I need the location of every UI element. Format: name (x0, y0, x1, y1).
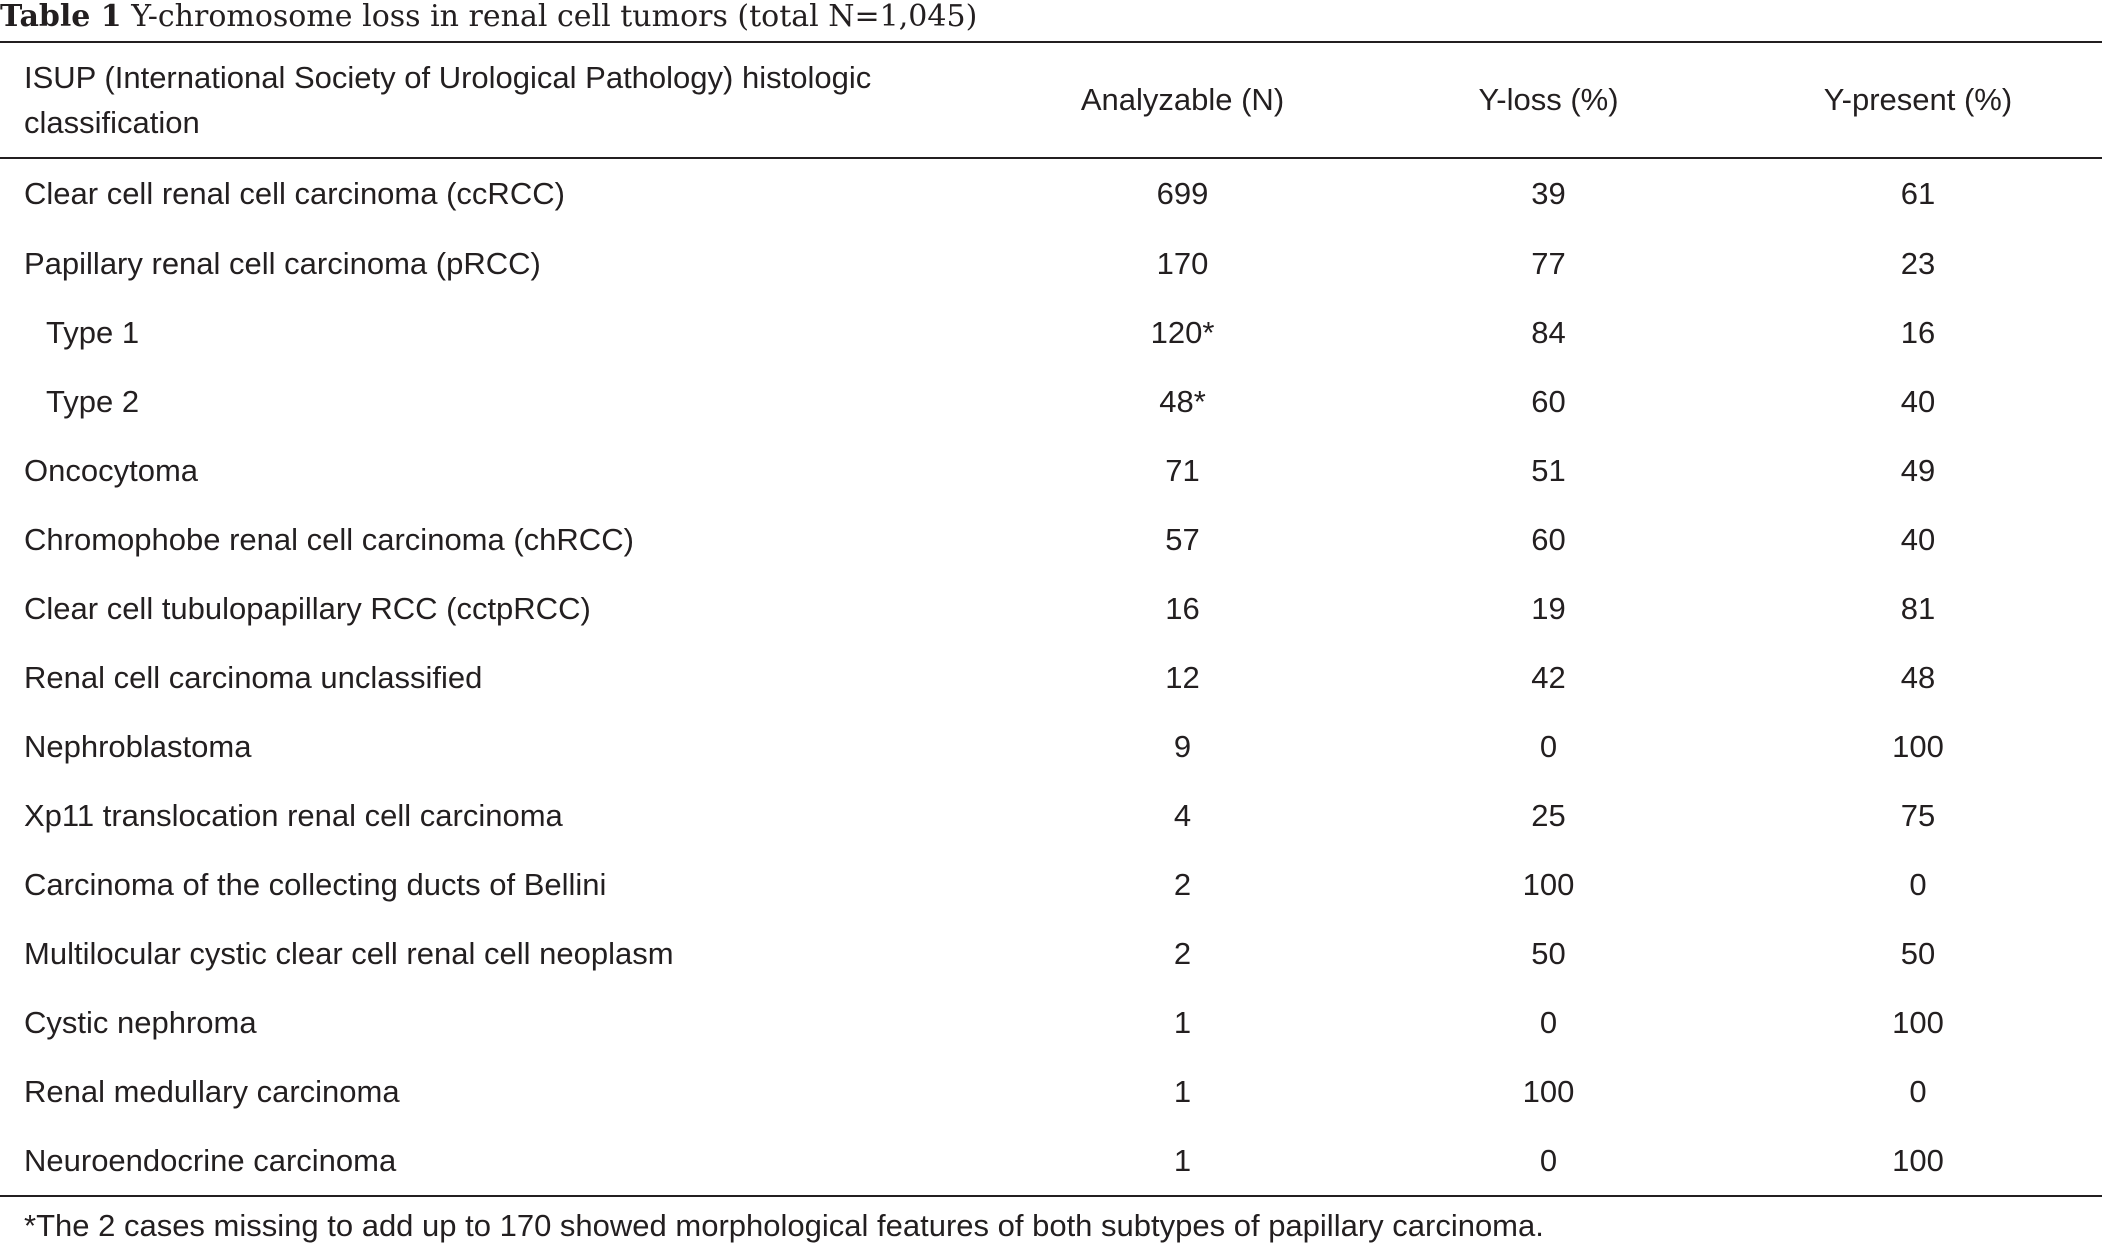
row-y-loss: 77 (1531, 245, 1566, 281)
table-row (0, 436, 2102, 505)
row-y-loss: 60 (1531, 383, 1566, 419)
row-classification: Neuroendocrine carcinoma (24, 1142, 397, 1178)
row-y-loss: 51 (1531, 452, 1566, 488)
table-container (0, 41, 2102, 1255)
row-analyzable: 4 (1173, 797, 1192, 833)
table-row (0, 229, 2102, 298)
row-y-loss: 0 (1539, 1004, 1558, 1040)
row-analyzable: 48* (1159, 383, 1206, 419)
table-row (0, 781, 2102, 850)
row-analyzable: 9 (1173, 728, 1192, 764)
row-y-present: 100 (1892, 1004, 1944, 1040)
row-y-present: 40 (1900, 521, 1936, 557)
row-y-loss: 100 (1522, 866, 1575, 902)
row-analyzable: 12 (1165, 659, 1200, 695)
row-y-loss: 0 (1539, 1142, 1558, 1178)
row-analyzable: 699 (1156, 176, 1209, 211)
table-body (0, 159, 2102, 1195)
row-classification: Carcinoma of the collecting ducts of Bellini (24, 866, 607, 902)
row-classification: Multilocular cystic clear cell renal cell neoplasm (24, 935, 674, 971)
table-number: Table 1 (0, 0, 122, 34)
table-row (0, 298, 2102, 367)
table-footnote: *The 2 cases missing to add up to 170 showed morphological features of both subtypes of papillary carcinoma. (24, 1208, 1544, 1243)
table-row (0, 505, 2102, 574)
row-analyzable: 16 (1165, 590, 1200, 626)
table-caption (0, 0, 977, 40)
row-y-present: 49 (1900, 452, 1936, 488)
row-y-loss: 39 (1531, 176, 1566, 211)
row-y-present: 40 (1900, 383, 1936, 419)
row-y-loss: 84 (1531, 314, 1566, 350)
row-y-present: 75 (1900, 797, 1936, 833)
row-classification: Type 1 (46, 314, 140, 350)
row-analyzable: 71 (1165, 452, 1200, 488)
table-row (0, 850, 2102, 919)
row-classification: Type 2 (46, 383, 140, 419)
row-classification: Nephroblastoma (24, 728, 252, 764)
row-y-present: 0 (1909, 1073, 1927, 1109)
row-analyzable: 1 (1173, 1142, 1192, 1178)
row-classification: Clear cell renal cell carcinoma (ccRCC) (24, 176, 565, 211)
row-y-present: 61 (1900, 176, 1936, 211)
row-analyzable: 2 (1173, 866, 1192, 902)
row-y-present: 100 (1892, 1142, 1944, 1178)
table-row (0, 988, 2102, 1057)
table-row (0, 574, 2102, 643)
row-classification: Renal medullary carcinoma (24, 1073, 400, 1109)
row-analyzable: 2 (1173, 935, 1192, 971)
table-header (0, 43, 2102, 157)
table-title: Y-chromosome loss in renal cell tumors (total N=1,045) (131, 0, 978, 34)
row-y-loss: 50 (1531, 935, 1566, 971)
row-y-present: 16 (1900, 314, 1936, 350)
row-y-loss: 0 (1539, 728, 1558, 764)
row-y-loss: 60 (1531, 521, 1566, 557)
header-y-present: Y-present (%) (1823, 82, 2013, 117)
row-y-present: 81 (1900, 590, 1936, 626)
table-row (0, 919, 2102, 988)
row-classification: Clear cell tubulopapillary RCC (cctpRCC) (24, 590, 591, 626)
table-row (0, 643, 2102, 712)
row-y-present: 50 (1900, 935, 1936, 971)
row-classification: Cystic nephroma (24, 1004, 257, 1040)
row-classification: Chromophobe renal cell carcinoma (chRCC) (24, 521, 634, 557)
table-row (0, 159, 2102, 229)
row-classification: Xp11 translocation renal cell carcinoma (24, 797, 563, 833)
row-y-loss: 19 (1531, 590, 1566, 626)
row-y-present: 48 (1900, 659, 1936, 695)
row-classification: Papillary renal cell carcinoma (pRCC) (24, 245, 541, 281)
row-y-present: 100 (1892, 728, 1944, 764)
row-y-present: 0 (1909, 866, 1927, 902)
row-analyzable: 170 (1156, 245, 1209, 281)
row-classification: Oncocytoma (24, 452, 199, 488)
header-analyzable: Analyzable (N) (1080, 82, 1285, 117)
header-y-loss: Y-loss (%) (1478, 82, 1619, 117)
data-table (0, 43, 2102, 157)
row-y-loss: 100 (1522, 1073, 1575, 1109)
row-analyzable: 57 (1165, 521, 1200, 557)
table-row (0, 712, 2102, 781)
row-y-present: 23 (1900, 245, 1936, 281)
header-classification: ISUP (International Society of Urological Pathology) histologic classification (24, 60, 872, 140)
row-classification: Renal cell carcinoma unclassified (24, 659, 483, 695)
table-row (0, 1126, 2102, 1195)
row-analyzable: 1 (1173, 1073, 1192, 1109)
row-y-loss: 42 (1531, 659, 1566, 695)
row-analyzable: 1 (1173, 1004, 1192, 1040)
row-y-loss: 25 (1531, 797, 1566, 833)
data-table-body (0, 159, 2102, 1195)
table-row (0, 367, 2102, 436)
table-row (0, 1057, 2102, 1126)
row-analyzable: 120* (1150, 314, 1215, 350)
